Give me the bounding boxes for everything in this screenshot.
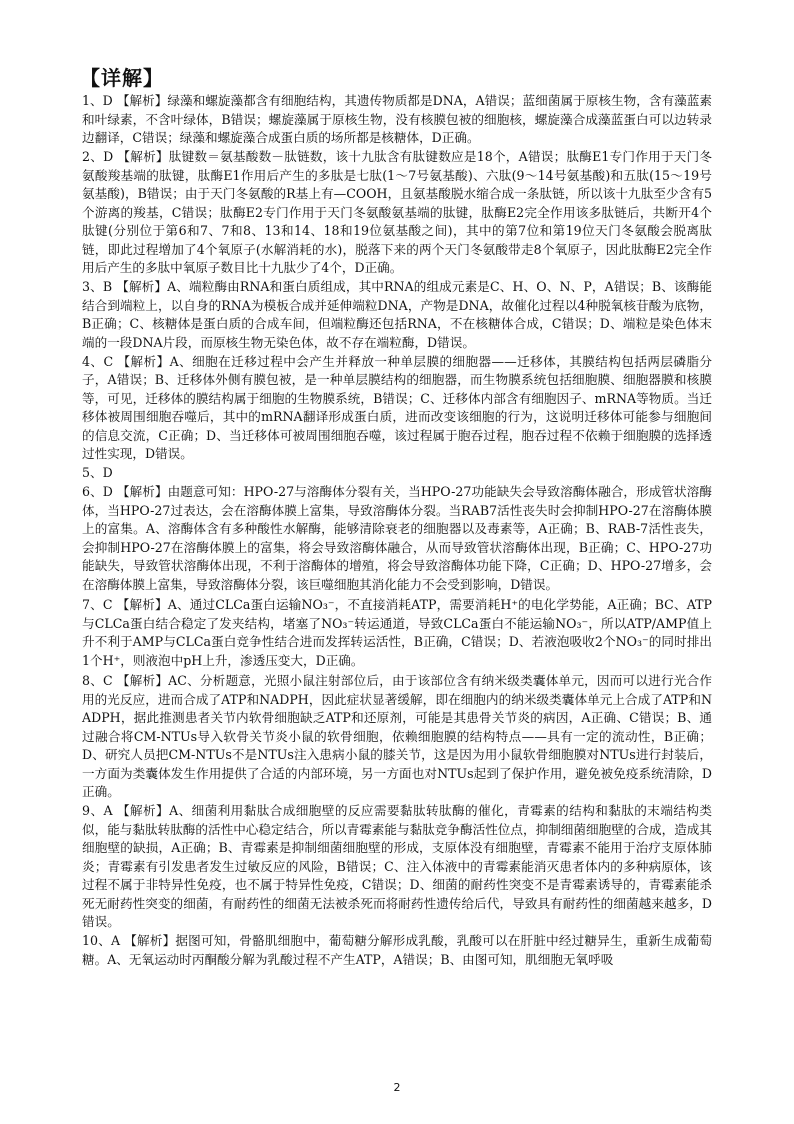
explanation-paragraph-4: 4、C 【解析】A、细胞在迁移过程中会产生并释放一种单层膜的细胞器——迁移体，其膜结构包括两层磷脂分子，A错误；B、迁移体外侧有膜包被，是一种单层膜结构的细胞器，而生物膜系统包括细胞膜、细胞器膜和核膜等，可见，迁移体的膜结构属于细胞的生物膜系统，B错误；C、迁移体内部含有细胞因子、mRNA等物质。当迁移体被周围细胞吞噬后，其中的mRNA翻译形成蛋白质，进而改变该细胞的行为，这说明迁移体可能参与细胞间的信息交流，C正确；D、当迁移体可被周围细胞吞噬，该过程属于胞吞过程，胞吞过程不依赖于细胞膜的选择透过性实现，D错误。 (82, 353, 712, 461)
explanation-paragraph-5: 5、D (82, 465, 113, 480)
explanation-paragraph-7: 7、C 【解析】A、通过CLCa蛋白运输NO₃⁻，不直接消耗ATP，需要消耗H⁺的电化学势能，A正确；BC、ATP与CLCa蛋白结合稳定了发夹结构，堵塞了NO₃⁻转运通道，导致CLCa蛋白不能运输NO₃⁻，所以ATP/AMP值上升不利于AMP与CLCa蛋白竞争性结合进而发挥转运活性，B正确，C错误；D、若液泡吸收2个NO₃⁻的同时排出1个H⁺，则液泡中pH上升，渗透压变大，D正确。 (82, 597, 712, 668)
explanation-paragraph-1: 1、D 【解析】绿藻和螺旋藻都含有细胞结构，其遗传物质都是DNA，A错误；蓝细菌属于原核生物，含有藻蓝素和叶绿素，不含叶绿体，B错误；螺旋藻属于原核生物，没有核膜包被的细胞核，螺旋藻合成藻蓝蛋白可以边转录边翻译，C错误；绿藻和螺旋藻合成蛋白质的场所都是核糖体，D正确。 (82, 93, 712, 145)
explanation-paragraph-6: 6、D 【解析】由题意可知：HPO-27与溶酶体分裂有关，当HPO-27功能缺失会导致溶酶体融合，形成管状溶酶体，当HPO-27过表达，会在溶酶体膜上富集，导致溶酶体分裂。当RAB7活性丧失时会抑制HPO-27在溶酶体膜上的富集。A、溶酶体含有多种酸性水解酶，能够清除衰老的细胞器以及毒素等，A正确；B、RAB-7活性丧失，会抑制HPO-27在溶酶体膜上的富集，将会导致溶酶体融合，从而导致管状溶酶体出现，B正确；C、HPO-27功能缺失，导致管状溶酶体出现，不利于溶酶体的增殖，将会导致溶酶体功能下降，C正确；D、HPO-27增多，会在溶酶体膜上富集，导致溶酶体分裂，该巨噬细胞其消化能力不会受到影响，D错误。 (82, 484, 712, 592)
section-heading: 【详解】 (80, 66, 164, 90)
explanation-paragraph-8: 8、C 【解析】AC、分析题意，光照小鼠注射部位后，由于该部位含有纳米级类囊体单元，因而可以进行光合作用的光反应，进而合成了ATP和NADPH，因此症状显著缓解，即在细胞内的纳米级类囊体单元上合成了ATP和NADPH，据此推测患者关节内软骨细胞缺乏ATP和还原剂，可能是其患骨关节炎的病因，A正确、C错误；B、通过融合将CM-NTUs导入软骨关节炎小鼠的软骨细胞，依赖细胞膜的结构特点——具有一定的流动性，B正确；D、研究人员把CM-NTUs不是NTUs注入患病小鼠的膝关节，这是因为用小鼠软骨细胞膜对NTUs进行封装后，一方面为类囊体发生作用提供了合适的内部环境，另一方面也对NTUs起到了保护作用，避免被免疫系统清除，D正确。 (82, 673, 712, 799)
answer-explanations (82, 92, 712, 970)
explanation-paragraph-2: 2、D 【解析】肽键数＝氨基酸数－肽链数，该十九肽含有肽键数应是18个，A错误；肽酶E1专门作用于天门冬氨酸羧基端的肽键，肽酶E1作用后产生的多肽是七肽(1～7号氨基酸)、六肽(9～14号氨基酸)和五肽(15～19号氨基酸)，B错误；由于天门冬氨酸的R基上有—COOH，且氨基酸脱水缩合成一条肽链，所以该十九肽至少含有5个游离的羧基，C错误；肽酶E2专门作用于天门冬氨酸氨基端的肽键，肽酶E2完全作用该多肽链后，共断开4个肽键(分别位于第6和7、7和8、13和14、18和19位氨基酸之间)，其中的第7位和第19位天门冬氨酸会脱离肽链，即此过程增加了4个氧原子(水解消耗的水)，脱落下来的两个天门冬氨酸带走8个氧原子，因此肽酶E2完全作用后产生的多肽中氧原子数目比十九肽少了4个，D正确。 (82, 149, 712, 275)
explanation-paragraph-10: 10、A 【解析】据图可知，骨骼肌细胞中，葡萄糖分解形成乳酸，乳酸可以在肝脏中经过糖异生，重新生成葡萄糖。A、无氧运动时丙酮酸分解为乳酸过程不产生ATP，A错误；B、由图可知，肌细胞无氧呼吸 (82, 933, 712, 967)
explanation-paragraph-9: 9、A 【解析】A、细菌利用黏肽合成细胞壁的反应需要黏肽转肽酶的催化，青霉素的结构和黏肽的末端结构类似，能与黏肽转肽酶的活性中心稳定结合，所以青霉素能与黏肽竞争酶活性位点，抑制细菌细胞壁的合成，造成其细胞壁的缺损，A正确；B、青霉素是抑制细菌细胞壁的形成，支原体没有细胞壁，青霉素不能用于治疗支原体肺炎；青霉素有引发患者发生过敏反应的风险，B错误；C、注入体液中的青霉素能消灭患者体内的多种病原体，该过程不属于非特异性免疫，也不属于特异性免疫，C错误；D、细菌的耐药性突变不是青霉素诱导的，青霉素能杀死无耐药性突变的细菌，有耐药性的细菌无法被杀死而将耐药性遗传给后代，导致具有耐药性的细菌越来越多，D错误。 (82, 803, 712, 929)
page-number: 2 (393, 1081, 401, 1094)
explanation-paragraph-3: 3、B 【解析】A、端粒酶由RNA和蛋白质组成，其中RNA的组成元素是C、H、O、N、P，A错误；B、该酶能结合到端粒上，以自身的RNA为模板合成并延伸端粒DNA，产物是DNA，故催化过程以4种脱氧核苷酸为底物，B正确；C、核糖体是蛋白质的合成车间，但端粒酶还包括RNA，不在核糖体合成，C错误；D、端粒是染色体末端的一段DNA片段，而原核生物无染色体，故不存在端粒酶，D错误。 (82, 279, 712, 350)
